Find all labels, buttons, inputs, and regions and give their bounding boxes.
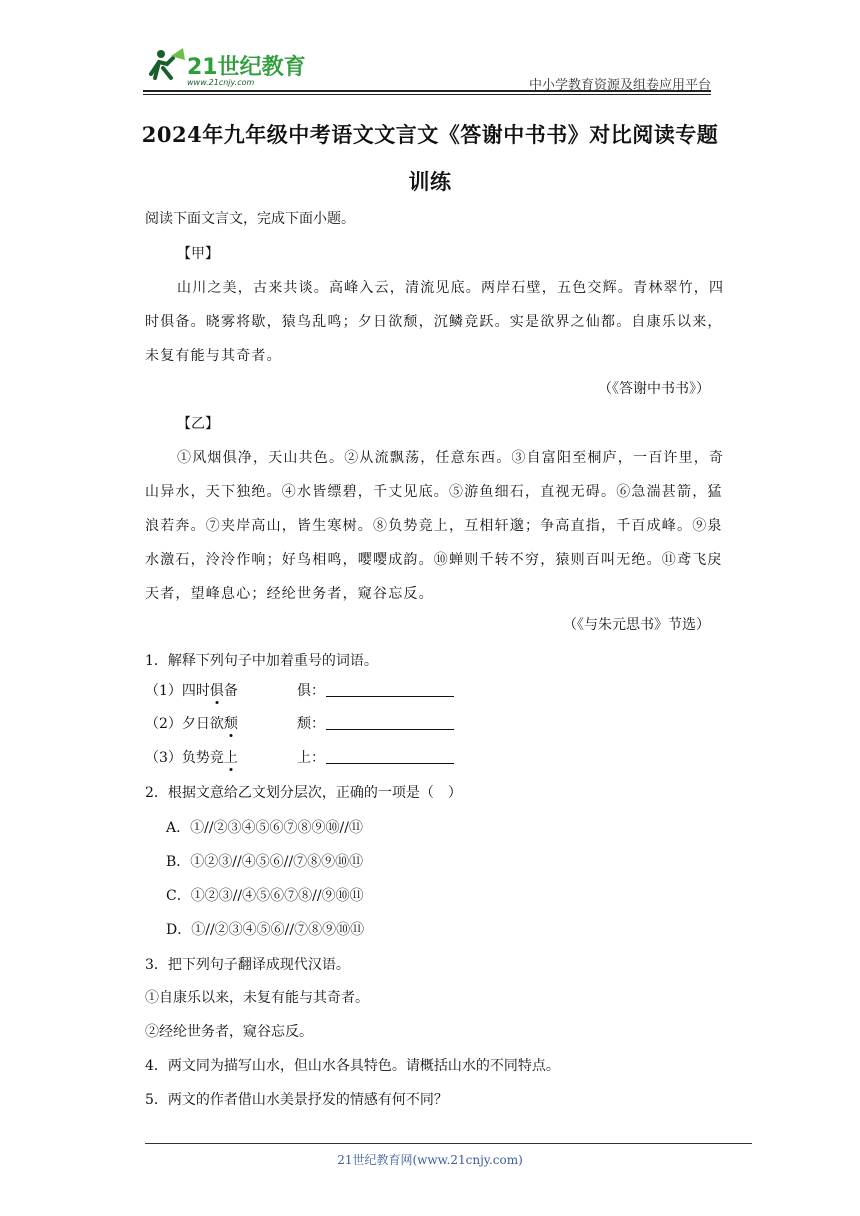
header-rule [143,90,711,92]
passage-yi-source: （《与朱元思书》节选） [563,617,710,633]
passage-yi-line: 山异水，天下独绝。④水皆缥碧，千丈见底。⑤游鱼细石，直视无碍。⑥急湍甚箭，猛 [145,484,723,500]
passage-yi-line: 水激石，泠泠作响；好鸟相鸣，嘤嘤成韵。⑩蝉则千转不穷，猿则百叫无绝。⑪鸢飞戾 [145,552,723,568]
instruction: 阅读下面文言文，完成下面小题。 [145,211,355,227]
q3-sentence-2: ②经纶世务者，窥谷忘反。 [145,1024,313,1040]
logo-url: www.21cnjy.com [187,78,255,87]
runner-icon [151,48,185,78]
q1-item-1: （1）四时俱备 [145,680,238,700]
passage-jia-line: 山川之美，古来共谈。高峰入云，清流见底。两岸石壁，五色交辉。青林翠竹，四 [177,280,725,296]
q1-answer-label: 颓： [297,716,325,732]
question-3: 3．把下列句子翻译成现代汉语。 [145,957,350,973]
emphasis-char: 上 [224,747,238,767]
emphasis-char: 俱 [210,680,224,700]
emphasis-char: 颓 [224,713,238,733]
q2-option-a[interactable]: A．①//②③④⑤⑥⑦⑧⑨⑩//⑪ [166,820,363,836]
q1-item-2: （2）夕日欲颓 [145,713,238,733]
site-logo [143,44,313,88]
document-title-cont: 训练 [408,169,452,194]
question-1: 1．解释下列句子中加着重号的词语。 [145,653,378,669]
question-4: 4．两文同为描写山水，但山水各具特色。请概括山水的不同特点。 [145,1058,560,1074]
q2-option-d[interactable]: D．①//②③④⑤⑥//⑦⑧⑨⑩⑪ [166,922,365,938]
logo-text: 21世纪教育 [187,55,306,80]
q1-answer-blank[interactable] [326,747,454,764]
passage-jia-source: （《答谢中书书》） [598,381,710,397]
q1-answer-blank[interactable] [326,680,454,697]
q1-answer-blank[interactable] [326,713,454,730]
question-2: 2．根据文意给乙文划分层次，正确的一项是（ ） [145,785,462,801]
q2-option-c[interactable]: C．①②③//④⑤⑥⑦⑧//⑨⑩⑪ [166,888,364,904]
q1-answer-label: 上： [297,750,325,766]
passage-yi-line: 天者，望峰息心；经纶世务者，窥谷忘反。 [145,586,434,602]
question-5: 5．两文的作者借山水美景抒发的情感有何不同？ [145,1092,448,1108]
footer-link[interactable]: 21世纪教育网(www.21cnjy.com) [337,1153,523,1167]
document-title: 2024年九年级中考语文文言文《答谢中书书》对比阅读专题 [141,122,719,147]
footer-rule [145,1143,752,1144]
passage-yi-line: 浪若奔。⑦夹岸高山，皆生寒树。⑧负势竞上，互相轩邈；争高直指，千百成峰。⑨泉 [145,518,723,534]
passage-yi-label: 【乙】 [177,416,219,432]
q1-item-3: （3）负势竞上 [145,747,238,767]
page-header [143,44,711,93]
passage-jia-label: 【甲】 [177,246,219,262]
passage-yi-line: ①风烟俱净，天山共色。②从流飘荡，任意东西。③自富阳至桐庐，一百许里，奇 [177,450,725,466]
header-rule-thin [143,94,711,95]
platform-name: 中小学教育资源及组卷应用平台 [528,78,711,93]
passage-jia-line: 未复有能与其奇者。 [145,348,282,364]
q2-option-b[interactable]: B．①②③//④⑤⑥//⑦⑧⑨⑩⑪ [166,854,364,870]
q1-answer-label: 俱： [297,683,325,699]
q3-sentence-1: ①自康乐以来，未复有能与其奇者。 [145,990,369,1006]
passage-jia-line: 时俱备。晓雾将歇，猿鸟乱鸣；夕日欲颓，沉鳞竞跃。实是欲界之仙都。自康乐以来， [145,314,723,330]
